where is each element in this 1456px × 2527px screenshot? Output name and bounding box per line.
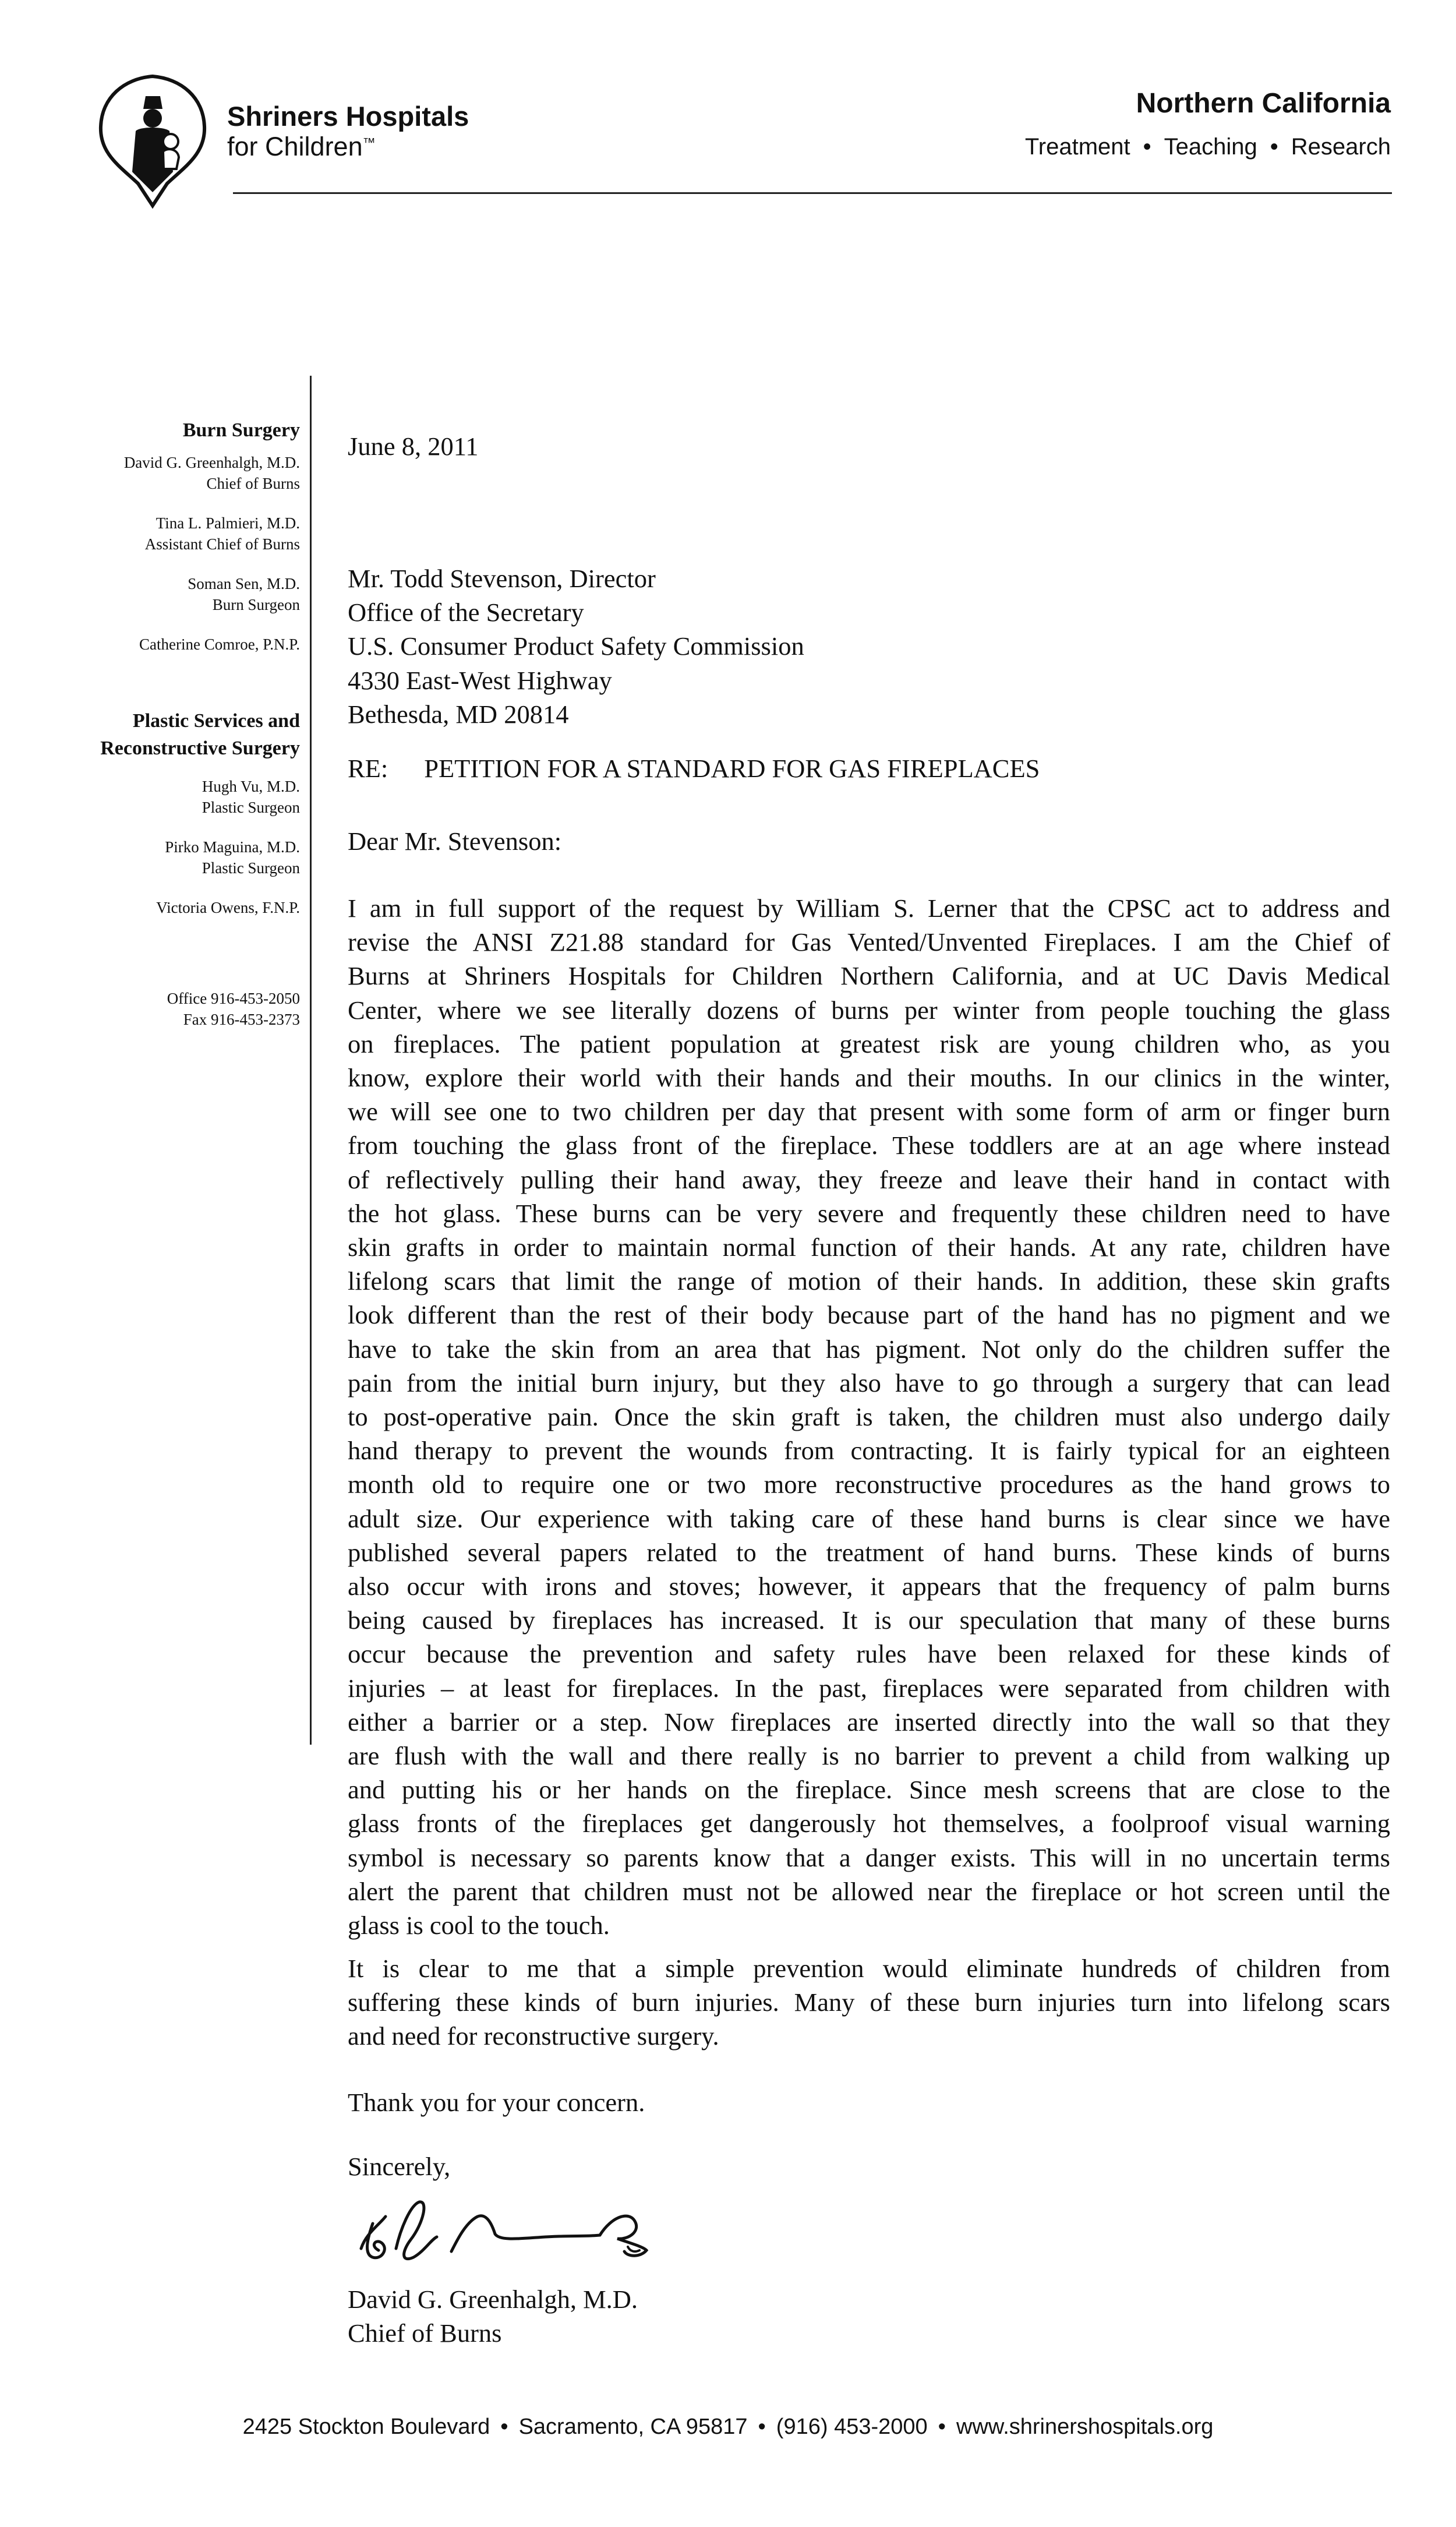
paragraph-line: of reflectively pulling their hand away, they freeze and leave their hand in contact with [348,1164,1390,1194]
address-line: 4330 East-West Highway [348,665,612,695]
org-subtitle-text: for Children [227,132,363,161]
city-state-zip: Sacramento, CA 95817 [518,2415,748,2439]
staff-name: Pirko Maguina, M.D. [165,838,300,856]
phone-number: (916) 453-2000 [776,2415,928,2439]
staff-sidebar [23,417,300,1030]
bullet-separator: • [1270,134,1278,160]
subject-line [348,751,1040,785]
org-name: Shriners Hospitals [227,101,469,132]
staff-name: Tina L. Palmieri, M.D. [156,514,300,532]
recipient-address [348,562,804,731]
bullet-separator: • [1143,134,1151,160]
paragraph-line: month old to require one or two more reconstructive procedures as the hand grows to [348,1470,1390,1499]
signer-name: David G. Greenhalgh, M.D. [348,2285,638,2314]
staff-name: David G. Greenhalgh, M.D. [123,454,300,471]
staff-title: Chief of Burns [206,475,300,492]
subject-label: RE: [348,754,388,783]
paragraph-line: glass is cool to the touch. [348,1911,610,1940]
thank-you-line: Thank you for your concern. [348,2088,645,2117]
region-name: Northern California [1136,88,1391,119]
org-subtitle [227,132,376,162]
paragraph-line: pain from the initial burn injury, but they also have to go through a surgery that can lead [348,1368,1390,1397]
staff-title: Assistant Chief of Burns [144,535,300,553]
header-divider [233,192,1392,194]
paragraph-line: look different than the rest of their body because part of the hand has no pigment and we [348,1300,1390,1330]
bullet-separator: • [500,2415,508,2439]
staff-title: Plastic Surgeon [202,859,300,877]
sidebar-divider [310,376,312,1745]
footer-address [0,2415,1456,2440]
staff-entry [23,452,300,494]
paragraph-line: suffering these kinds of burn injuries. Many of these burn injuries turn into lifelong scars [348,1988,1390,2017]
contact-block [23,988,300,1030]
paragraph-conclusion [348,1951,1390,2053]
paragraph-line: glass fronts of the fireplaces get dangerously hot themselves, a foolproof visual warning [348,1809,1390,1838]
address-line: Office of the Secretary [348,598,584,627]
bullet-separator: • [758,2415,766,2439]
paragraph-line: either a barrier or a step. Now fireplaces are inserted directly into the wall so that they [348,1707,1390,1737]
staff-name: Catherine Comroe, P.N.P. [139,636,300,653]
section-heading-plastic-services [23,707,300,762]
paragraph-line: symbol is necessary so parents know that a danger exists. This will in no uncertain terms [348,1843,1390,1872]
fax-number: Fax 916-453-2373 [183,1011,300,1028]
tagline [1025,134,1391,160]
paragraph-line: know, explore their world with their hands and their mouths. In our clinics in the winter, [348,1063,1390,1093]
tagline-item: Research [1291,134,1391,160]
paragraph-line: revise the ANSI Z21.88 standard for Gas Vented/Unvented Fireplaces. I am the Chief of [348,927,1390,957]
staff-entry [23,837,300,878]
signer-title: Chief of Burns [348,2318,502,2348]
paragraph-line: have to take the skin from an area that has pigment. Not only do the children suffer the [348,1334,1390,1364]
paragraph-line: published several papers related to the treatment of hand burns. These kinds of burns [348,1537,1390,1567]
letter-date: June 8, 2011 [348,432,479,461]
paragraph-line: Center, where we see literally dozens of burns per winter from people touching the glass [348,995,1390,1025]
paragraph-line: injuries – at least for fireplaces. In the past, fireplaces were separated from children with [348,1673,1390,1703]
closing: Sincerely, [348,2152,451,2181]
paragraph-line: and need for reconstructive surgery. [348,2021,719,2051]
staff-title: Burn Surgeon [212,596,300,613]
office-phone: Office 916-453-2050 [167,990,300,1007]
paragraph-line: from touching the glass front of the fireplace. These toddlers are at an age where instead [348,1131,1390,1160]
salutation: Dear Mr. Stevenson: [348,827,562,856]
paragraph-line: I am in full support of the request by William S. Lerner that the CPSC act to address and [348,894,1390,923]
paragraph-line: skin grafts in order to maintain normal function of their hands. At any rate, children have [348,1233,1390,1262]
trademark-symbol: ™ [362,135,376,150]
paragraph-line: to post-operative pain. Once the skin graft is taken, the children must also undergo daily [348,1402,1390,1432]
staff-name: Victoria Owens, F.N.P. [156,899,300,916]
address-line: U.S. Consumer Product Safety Commission [348,631,804,661]
paragraph-line: and putting his or her hands on the fireplace. Since mesh screens that are close to the [348,1775,1390,1805]
staff-entry [23,513,300,555]
paragraph-line: lifelong scars that limit the range of motion of their hands. In addition, these skin grafts [348,1266,1390,1296]
paragraph-line: hand therapy to prevent the wounds from contracting. It is fairly typical for an eighteen [348,1436,1390,1466]
paragraph-line: the hot glass. These burns can be very severe and frequently these children need to have [348,1198,1390,1228]
paragraph-line: we will see one to two children per day that present with some form of arm or finger burn [348,1097,1390,1127]
paragraph-line: It is clear to me that a simple prevention would eliminate hundreds of children from [348,1954,1390,1983]
paragraph-line: being caused by fireplaces has increased. It is our speculation that many of these burns [348,1605,1390,1635]
address-line: Mr. Todd Stevenson, Director [348,564,656,593]
paragraph-line: occur because the prevention and safety rules have been relaxed for these kinds of [348,1639,1390,1669]
section-heading-burn-surgery: Burn Surgery [182,419,300,441]
paragraph-line: also occur with irons and stoves; however, it appears that the frequency of palm burns [348,1572,1390,1601]
bullet-separator: • [938,2415,946,2439]
staff-title: Plastic Surgeon [202,799,300,816]
website-link[interactable]: www.shrinershospitals.org [956,2415,1214,2439]
paragraph-line: are flush with the wall and there really is no barrier to prevent a child from walking up [348,1741,1390,1771]
address-line: Bethesda, MD 20814 [348,699,569,729]
shriners-logo [96,73,210,210]
paragraph-line: on fireplaces. The patient population at greatest risk are young children who, as you [348,1029,1390,1058]
paragraph-main [348,891,1390,1942]
tagline-item: Teaching [1164,134,1257,160]
paragraph-line: alert the parent that children must not be allowed near the fireplace or hot screen until the [348,1876,1390,1906]
paragraph-line: Burns at Shriners Hospitals for Children Northern California, and at UC Davis Medical [348,961,1390,991]
staff-entry [23,897,300,918]
street-address: 2425 Stockton Boulevard [242,2415,490,2439]
staff-entry [23,634,300,655]
heading-line: Reconstructive Surgery [100,737,300,759]
subject-text: PETITION FOR A STANDARD FOR GAS FIREPLACES [424,754,1040,783]
staff-name: Hugh Vu, M.D. [202,778,300,795]
staff-entry [23,776,300,818]
heading-line: Plastic Services and [132,710,300,732]
handwritten-signature [355,2193,664,2269]
paragraph-line: adult size. Our experience with taking care of these hand burns is clear since we have [348,1504,1390,1533]
staff-entry [23,573,300,615]
staff-name: Soman Sen, M.D. [188,575,300,592]
tagline-item: Treatment [1024,134,1130,160]
